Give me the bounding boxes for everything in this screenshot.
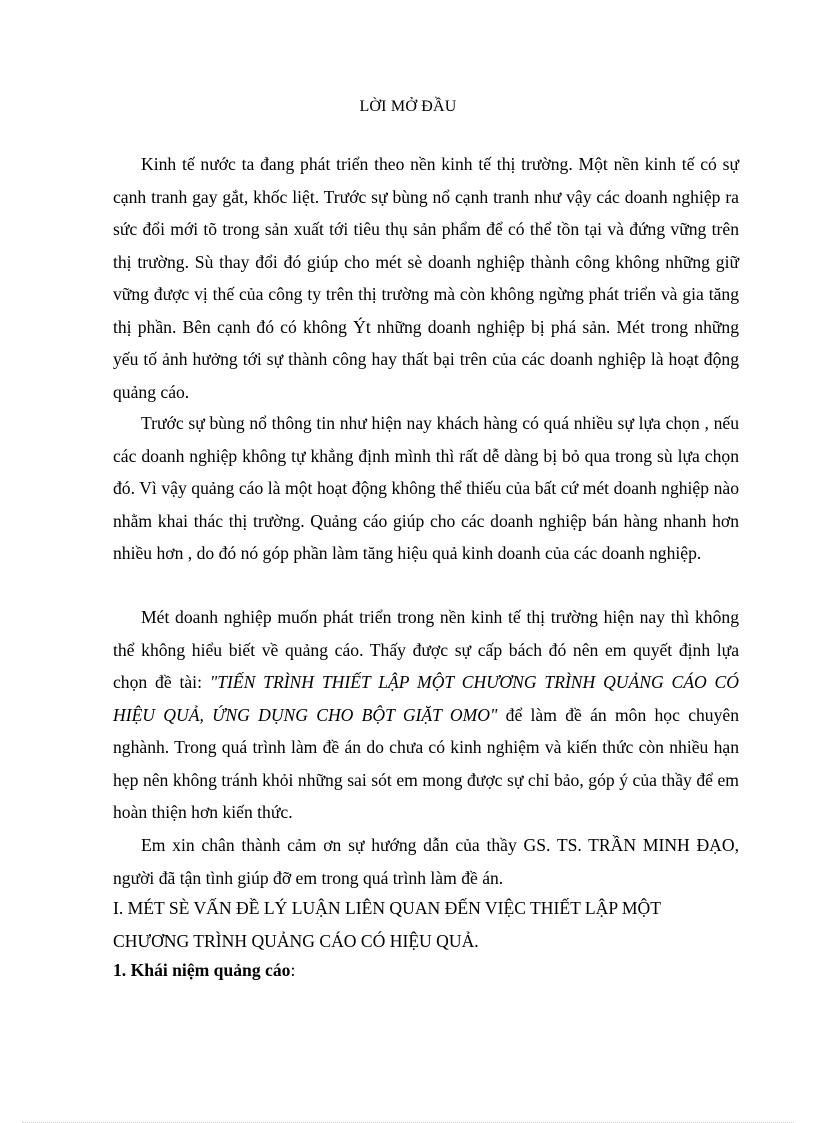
topic-lead-text: Mét doanh nghiệp muốn phát triển trong nền kinh tế thị trường hiện nay thì không thể không hiểu biết về quảng cáo. Thấy được sự cấp bách đó nên em quyết định lựa chọn đề tài: [113,607,739,692]
paragraph-thanks: Em xin chân thành cảm ơn sự hướng dẫn của thầy GS. TS. TRẦN MINH ĐẠO, người đã tận tình giúp đỡ em trong quá trình làm đề án. [113,835,739,888]
paragraph-intro: Kinh tế nước ta đang phát triển theo nền kinh tế thị trường. Một nền kinh tế có sự cạnh tranh gay gắt, khốc liệt. Trước sự bùng nổ cạnh tranh như vậy các doanh nghiệp ra sức đổi mới tõ trong sản xuất tới tiêu thụ sản phẩm để có thể tồn tại và đứng vững trên thị trường. Sù thay đổi đó giúp cho mét sè doanh nghiệp thành công không những giữ vững được vị thế của công ty trên thị trường mà còn không ngừng phát triển và gia tăng thị phần. Bên cạnh đó có không Ýt những doanh nghiệp bị phá sản. Mét trong những yếu tố ảnh hưởng tới sự thành công hay thất bại trên của các doanh nghiệp là hoạt động quảng cáo. [113,154,739,402]
subsection-heading-text: 1. Khái niệm quảng cáo [113,960,291,980]
topic-title: "TIẾN TRÌNH THIẾT LẬP MỘT CHƯƠNG TRÌNH QUẢNG CÁO CÓ HIỆU QUẢ, ỨNG DỤNG CHO BỘT GIẶT OMO" [113,672,739,725]
topic-tail-text: để làm đề án môn học chuyên nghành. Trong quá trình làm đề án do chưa có kinh nghiệm và kiến thức còn nhiều hạn hẹp nên không tránh khỏi những sai sót em mong được sự chỉ bảo, góp ý của thầy để em hoàn thiện hơn kiến thức. [113,704,739,822]
paragraph-topic [113,601,739,829]
paragraph-advertising-role: Trước sự bùng nổ thông tin như hiện nay khách hàng có quá nhiều sự lựa chọn , nếu các doanh nghiệp không tự khẳng định mình thì rất dễ dàng bị bỏ qua trong sù lựa chọn đó. Vì vậy quảng cáo là một hoạt động không thể thiếu của bất cứ mét doanh nghiệp nào nhằm khai thác thị trường. Quảng cáo giúp cho các doanh nghiệp bán hàng nhanh hơn nhiều hơn , do đó nó góp phần làm tăng hiệu quả kinh doanh của các doanh nghiệp. [113,413,739,563]
subsection-heading [113,958,295,982]
subsection-heading-colon: : [290,960,296,980]
page-title: LỜI MỞ ĐẦU [359,98,457,115]
section-heading: I. MÉT SÈ VẤN ĐỀ LÝ LUẬN LIÊN QUAN ĐẾN VIỆC THIẾT LẬP MỘT CHƯƠNG TRÌNH QUẢNG CÁO CÓ HIỆU QUẢ. [113,898,661,951]
